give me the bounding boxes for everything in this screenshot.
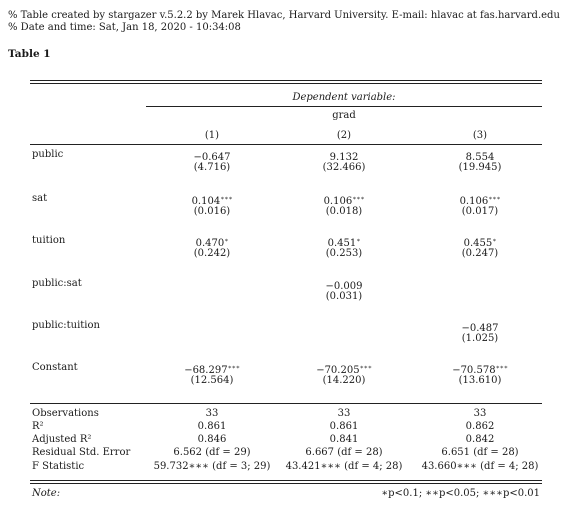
row-label: Constant	[32, 362, 78, 373]
significance-stars: ∗∗∗	[220, 195, 233, 202]
estimate-value: 0.104	[191, 196, 221, 207]
row-label: sat	[32, 193, 48, 204]
dependent-variable-caption: Dependent variable:	[292, 92, 396, 103]
header-comment-line-1: % Table created by stargazer v.5.2.2 by Marek Hlavac, Harvard University. E-mail: hlavac at fas.harvard.edu	[8, 10, 560, 21]
standard-error: (0.018)	[325, 206, 363, 217]
standard-error: (0.016)	[193, 206, 231, 217]
stat-value: 0.862	[465, 421, 495, 432]
note-text: ∗p<0.1; ∗∗p<0.05; ∗∗∗p<0.01	[381, 488, 540, 499]
estimate-value: −0.647	[193, 152, 231, 163]
significance-stars: ∗	[492, 237, 497, 244]
estimate-value: 0.106	[459, 196, 489, 207]
column-header-1: (1)	[204, 130, 220, 141]
significance-stars: ∗∗∗	[352, 195, 365, 202]
stat-value: 6.651 (df = 28)	[441, 447, 519, 458]
stat-value: 0.846	[197, 434, 227, 445]
stat-value: 6.562 (df = 29)	[173, 447, 251, 458]
estimate-value: 8.554	[465, 152, 495, 163]
stats-rule	[30, 403, 542, 404]
stat-label: F Statistic	[32, 461, 85, 472]
bottom-rule-inner	[30, 483, 542, 484]
significance-stars: ∗	[224, 237, 229, 244]
stat-label: R²	[32, 421, 44, 432]
dependent-variable-underline	[146, 106, 542, 107]
header-rule	[30, 144, 542, 145]
stat-value: 33	[337, 408, 351, 419]
estimate-value: 0.470	[195, 238, 225, 249]
stat-label: Adjusted R²	[32, 434, 92, 445]
stat-value: 0.861	[197, 421, 227, 432]
stat-value: 6.667 (df = 28)	[305, 447, 383, 458]
significance-stars: ∗∗∗	[227, 364, 240, 371]
estimate-value: −68.297	[184, 365, 228, 376]
estimate-value: −0.009	[325, 281, 363, 292]
row-label: public:tuition	[32, 320, 100, 331]
standard-error: (0.253)	[325, 248, 363, 259]
stat-value: 0.841	[329, 434, 359, 445]
column-header-3: (3)	[472, 130, 488, 141]
stat-label: Observations	[32, 408, 99, 419]
estimate-value: 9.132	[329, 152, 359, 163]
estimate-value: 0.451	[327, 238, 357, 249]
top-rule-inner	[30, 83, 542, 84]
stat-value: 33	[205, 408, 219, 419]
standard-error: (0.031)	[325, 291, 363, 302]
significance-stars: ∗∗∗	[359, 364, 372, 371]
standard-error: (1.025)	[461, 333, 499, 344]
estimate-value: 0.455	[463, 238, 493, 249]
significance-stars: ∗	[356, 237, 361, 244]
standard-error: (0.247)	[461, 248, 499, 259]
estimate-value: −70.578	[452, 365, 496, 376]
standard-error: (14.220)	[322, 375, 366, 386]
stat-value: 59.732∗∗∗ (df = 3; 29)	[153, 461, 271, 472]
estimate-value: −70.205	[316, 365, 360, 376]
top-rule-outer	[30, 80, 542, 81]
row-label: public:sat	[32, 278, 82, 289]
row-label: public	[32, 149, 64, 160]
stat-value: 0.842	[465, 434, 495, 445]
header-comment-line-2: % Date and time: Sat, Jan 18, 2020 - 10:34:08	[8, 22, 241, 33]
stat-label: Residual Std. Error	[32, 447, 131, 458]
standard-error: (12.564)	[190, 375, 234, 386]
bottom-rule-outer	[30, 480, 542, 481]
column-header-2: (2)	[336, 130, 352, 141]
table-title: Table 1	[8, 48, 51, 60]
significance-stars: ∗∗∗	[495, 364, 508, 371]
standard-error: (13.610)	[458, 375, 502, 386]
note-label: Note:	[32, 488, 61, 499]
estimate-value: 0.106	[323, 196, 353, 207]
standard-error: (19.945)	[458, 162, 502, 173]
stat-value: 43.421∗∗∗ (df = 4; 28)	[285, 461, 403, 472]
estimate-value: −0.487	[461, 323, 499, 334]
dependent-variable-name: grad	[332, 110, 356, 121]
stat-value: 33	[473, 408, 487, 419]
standard-error: (4.716)	[193, 162, 231, 173]
row-label: tuition	[32, 235, 66, 246]
standard-error: (32.466)	[322, 162, 366, 173]
stat-value: 0.861	[329, 421, 359, 432]
significance-stars: ∗∗∗	[488, 195, 501, 202]
stat-value: 43.660∗∗∗ (df = 4; 28)	[421, 461, 539, 472]
standard-error: (0.017)	[461, 206, 499, 217]
standard-error: (0.242)	[193, 248, 231, 259]
